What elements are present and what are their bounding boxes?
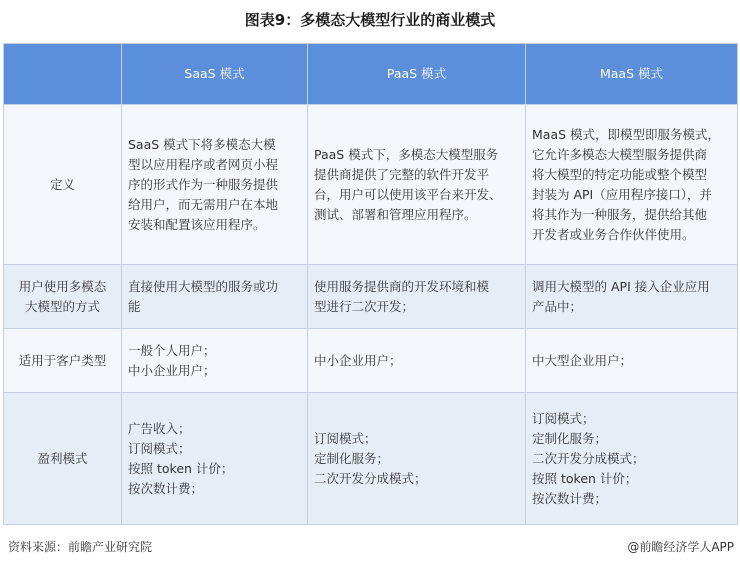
- row-profit-model: [4, 393, 738, 525]
- row-customer-type: [4, 329, 738, 393]
- header-maas: MaaS 模式: [526, 44, 738, 105]
- brand-credit: @前瞻经济学人APP: [627, 540, 734, 554]
- header-paas: PaaS 模式: [308, 44, 526, 105]
- cell-usage-maas: 调用大模型的 API 接入企业应用 产品中；: [526, 265, 738, 329]
- cell-usage-paas: 使用服务提供商的开发环境和模 型进行二次开发；: [308, 265, 526, 329]
- cell-definition-paas: PaaS 模式下，多模态大模型服务 提供商提供了完整的软件开发平 台，用户可以使用该平台来开发、 测试、部署和管理应用程序。: [308, 105, 526, 265]
- row-usage: [4, 265, 738, 329]
- business-model-table: [3, 43, 738, 525]
- cell-definition-maas: MaaS 模式，即模型即服务模式， 它允许多模态大模型服务提供商 将大模型的特定功能或整个模型 封装为 API（应用程序接口），并 将其作为一种服务，提供给其他 开发者或业务合作伙伴使用。: [526, 105, 738, 265]
- header-saas: SaaS 模式: [122, 44, 308, 105]
- row-label-definition: 定义: [4, 105, 122, 265]
- row-definition: [4, 105, 738, 265]
- cell-customer-maas: 中大型企业用户；: [526, 329, 738, 393]
- row-label-profit-model: 盈利模式: [4, 393, 122, 525]
- cell-definition-saas: SaaS 模式下将多模态大模 型以应用程序或者网页小程 序的形式作为一种服务提供 给用户，而无需用户在本地 安装和配置该应用程序。: [122, 105, 308, 265]
- cell-customer-saas: 一般个人用户； 中小企业用户；: [122, 329, 308, 393]
- cell-profit-maas: 订阅模式； 定制化服务； 二次开发分成模式； 按照 token 计价； 按次数计费；: [526, 393, 738, 525]
- header-row: [4, 44, 738, 105]
- row-label-customer-type: 适用于客户类型: [4, 329, 122, 393]
- header-corner: [4, 44, 122, 105]
- cell-profit-saas: 广告收入； 订阅模式； 按照 token 计价； 按次数计费；: [122, 393, 308, 525]
- source-note: 资料来源：前瞻产业研究院: [8, 540, 153, 554]
- figure-title: 图表9：多模态大模型行业的商业模式: [244, 11, 496, 29]
- cell-profit-paas: 订阅模式； 定制化服务； 二次开发分成模式；: [308, 393, 526, 525]
- cell-usage-saas: 直接使用大模型的服务或功 能: [122, 265, 308, 329]
- cell-customer-paas: 中小企业用户；: [308, 329, 526, 393]
- row-label-usage: 用户使用多模态 大模型的方式: [4, 265, 122, 329]
